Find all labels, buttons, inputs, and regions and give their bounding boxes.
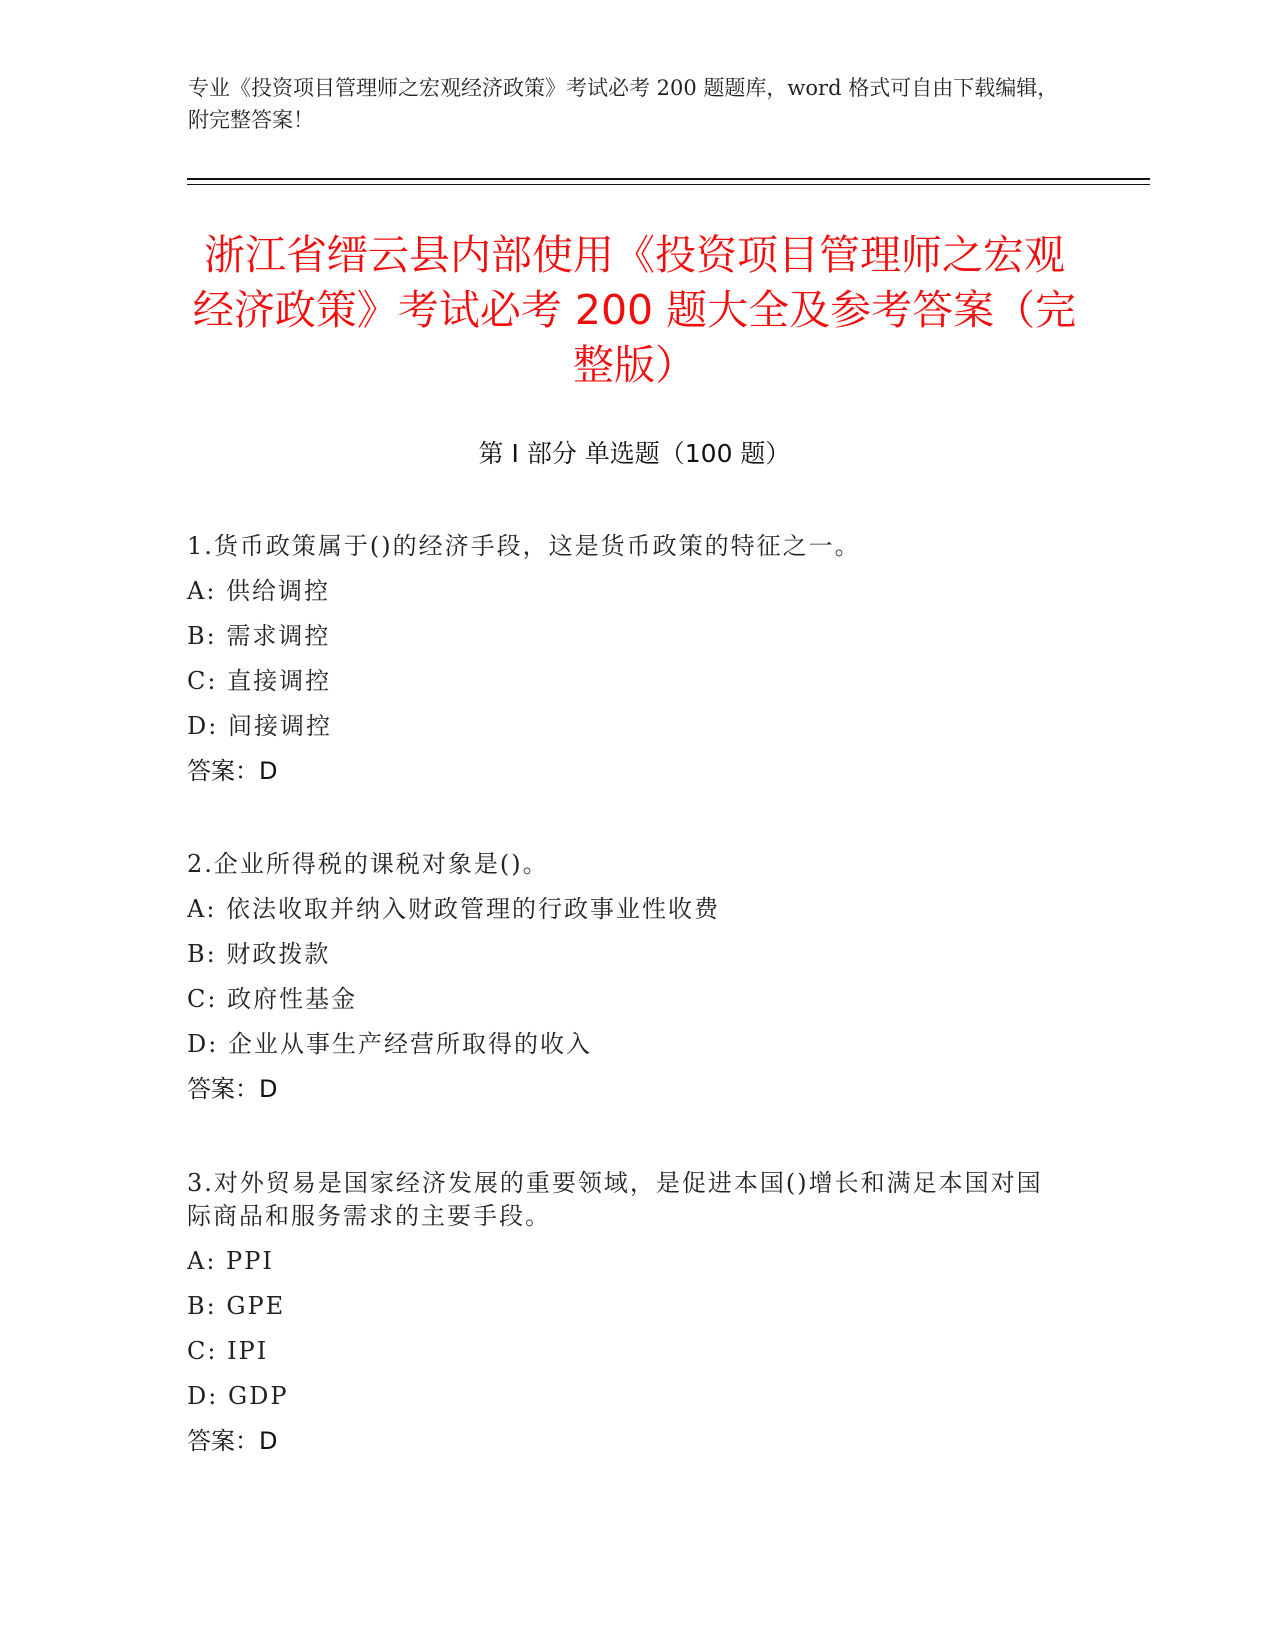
option-a: A: PPI bbox=[187, 1247, 274, 1275]
option-b: B: 需求调控 bbox=[187, 622, 331, 650]
header-rule-thick bbox=[187, 178, 1150, 180]
header-rule-thin bbox=[187, 184, 1150, 185]
header-note: 专业《投资项目管理师之宏观经济政策》考试必考 200 题题库，word 格式可自由下载编辑，附完整答案！ bbox=[188, 76, 1059, 132]
option-c: C: IPI bbox=[187, 1337, 269, 1365]
option-d: D: GDP bbox=[187, 1382, 289, 1410]
option-d: D: 企业从事生产经营所取得的收入 bbox=[187, 1030, 592, 1058]
option-c: C: 直接调控 bbox=[187, 667, 332, 695]
question-stem: 1.货币政策属于()的经济手段，这是货币政策的特征之一。 bbox=[187, 532, 861, 560]
question-stem: 2.企业所得税的课税对象是()。 bbox=[187, 850, 549, 878]
document-title: 浙江省缙云县内部使用《投资项目管理师之宏观经济政策》考试必考 200 题大全及参考答案（完整版） bbox=[192, 231, 1077, 389]
answer: 答案：D bbox=[187, 1427, 278, 1455]
question-3 bbox=[187, 1167, 1067, 1458]
question-2 bbox=[187, 848, 1067, 1106]
option-c: C: 政府性基金 bbox=[187, 985, 358, 1013]
question-stem: 3.对外贸易是国家经济发展的重要领域，是促进本国()增长和满足本国对国际商品和服务需求的主要手段。 bbox=[187, 1169, 1043, 1230]
option-d: D: 间接调控 bbox=[187, 712, 332, 740]
option-b: B: GPE bbox=[187, 1292, 286, 1320]
question-1 bbox=[187, 530, 1067, 788]
option-b: B: 财政拨款 bbox=[187, 940, 331, 968]
option-a: A: 依法收取并纳入财政管理的行政事业性收费 bbox=[187, 895, 721, 923]
option-a: A: 供给调控 bbox=[187, 577, 331, 605]
section-title: 第 I 部分 单选题（100 题） bbox=[478, 439, 791, 468]
answer: 答案：D bbox=[187, 757, 278, 785]
answer: 答案：D bbox=[187, 1075, 278, 1103]
